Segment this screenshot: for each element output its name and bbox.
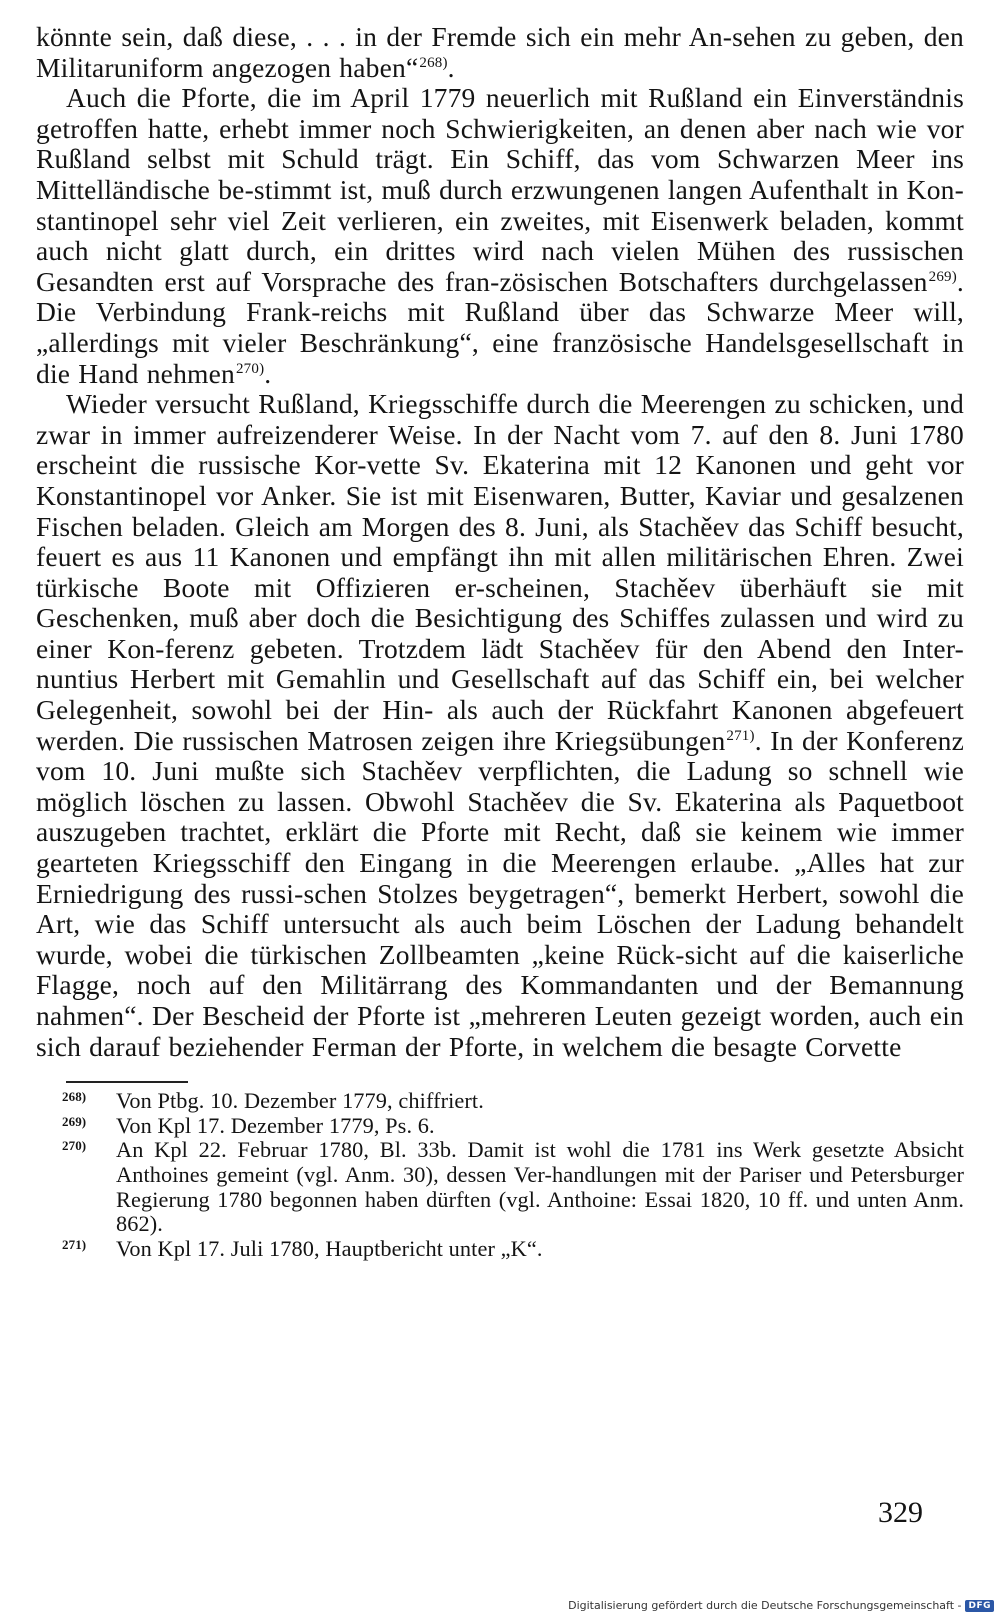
page-body (36, 22, 964, 1261)
paragraph-2-text-a: Auch die Pforte, die im April 1779 neuerlich mit Rußland ein Einverständnis getroffen hatte, erhebt immer noch Schwierigkeiten, an denen aber nach wie vor Rußland selbst mit Schuld trägt. Ein Schiff, das vom Schwarzen Meer ins Mittelländische be-stimmt ist, muß durch erzwungenen langen Aufenthalt in Kon-stantinopel sehr viel Zeit verlieren, ein zweites, mit Eisenwerk beladen, kommt auch nicht glatt durch, ein drittes wird nach vielen Mühen des russischen Gesandten erst auf Vorsprache des fran-zösischen Botschafters durchgelassen (36, 82, 964, 297)
footnote-ref-271[interactable]: 271) (726, 727, 755, 744)
footnote-divider (66, 1081, 188, 1083)
paragraph-3-text-b: . In der Konferenz vom 10. Juni mußte sich Stachěev verpflichten, die Ladung so schnell wie möglich löschen zu lassen. Obwohl Stachěev die Sv. Ekaterina als Paquetboot auszugeben trachtet, erklärt die Pforte mit Recht, daß sie keinem wie immer gearteten Kriegsschiff den Eingang in die Meerengen erlaube. „Alles hat zur Erniedrigung des russi-schen Stolzes beygetragen“, bemerkt Herbert, sowohl die Art, wie das Schiff untersucht als auch beim Löschen der Ladung behandelt wurde, wobei die türkischen Zollbeamten „keine Rück-sicht auf die kaiserliche Flagge, noch auf den Militärrang des Kommandanten und der Bemannung nahmen“. Der Bescheid der Pforte ist „mehreren Leuten gezeigt worden, auch ein sich darauf beziehender Ferman der Pforte, in welchem die besagte Corvette (36, 724, 965, 1062)
footnote-ref-270[interactable]: 270) (235, 360, 265, 377)
footnote-text: An Kpl 22. Februar 1780, Bl. 33b. Damit ist wohl die 1781 ins Werk gesetzte Absicht Anthoines gemeint (vgl. Anm. 30), dessen Ver-handlungen mit der Pariser und Petersburger Regierung 1780 begonnen haben dürften (vgl. Anthoine: Essai 1820, 10 ff. und unten Anm. 862). (116, 1137, 964, 1237)
credit-text: Digitalisierung gefördert durch die Deutsche Forschungsgemeinschaft - (568, 1599, 962, 1612)
footnote-text: Von Kpl 17. Dezember 1779, Ps. 6. (116, 1112, 435, 1138)
footnote-text: Von Ptbg. 10. Dezember 1779, chiffriert. (116, 1088, 484, 1114)
footnote-268: 268) Von Ptbg. 10. Dezember 1779, chiffriert. (62, 1088, 484, 1114)
footnote-270: 270) An Kpl 22. Februar 1780, Bl. 33b. Damit ist wohl die 1781 ins Werk gesetzte Absicht Anthoines gemeint (vgl. Anm. 30), dessen Ver-handlungen mit der Pariser und Petersburger Regierung 1780 begonnen haben dürften (vgl. Anthoine: Essai 1820, 10 ff. und unten Anm. 862). (62, 1137, 964, 1237)
footnotes (36, 1089, 964, 1261)
paragraph-2-text-b: . Die Verbindung Frank-reichs mit Rußland über das Schwarze Meer will, „allerdings mit vieler Beschränkung“, eine französische Handelsgesellschaft in die Hand nehmen (36, 265, 964, 389)
digitization-credit (568, 1599, 994, 1612)
paragraph-1-text: könnte sein, daß diese, . . . in der Fremde sich ein mehr An-sehen zu geben, den Militaruniform angezogen haben“ (36, 21, 964, 83)
page-number: 329 (878, 1496, 923, 1529)
footnote-271: 271) Von Kpl 17. Juli 1780, Hauptbericht unter „K“. (62, 1235, 543, 1261)
paragraph-2-end: . (264, 357, 272, 389)
paragraph-3-text-a: Wieder versucht Rußland, Kriegsschiffe durch die Meerengen zu schicken, und zwar in immer aufreizenderer Weise. In der Nacht vom 7. auf den 8. Juni 1780 erscheint die russische Kor-vette Sv. Ekaterina mit 12 Kanonen und geht vor Konstantinopel vor Anker. Sie ist mit Eisenwaren, Butter, Kaviar und gesalzenen Fischen beladen. Gleich am Morgen des 8. Juni, als Stachěev das Schiff besucht, feuert es aus 11 Kanonen und empfängt ihn mit allen militärischen Ehren. Zwei türkische Boote mit Offizieren er-scheinen, Stachěev überhäuft sie mit Geschenken, muß aber doch die Besichtigung des Schiffes zulassen und wird zu einer Kon-ferenz gebeten. Trotzdem lädt Stachěev für den Abend den Inter-nuntius Herbert mit Gemahlin und Gesellschaft auf das Schiff ein, bei welcher Gelegenheit, sowohl bei der Hin- als auch der Rückfahrt Kanonen abgefeuert werden. Die russischen Matrosen zeigen ihre Kriegsübungen (36, 388, 964, 756)
footnote-text: Von Kpl 17. Juli 1780, Hauptbericht unter „K“. (116, 1235, 543, 1261)
footnote-ref-268[interactable]: 268) (419, 54, 448, 71)
paragraph-2 (36, 83, 964, 389)
paragraph-3 (36, 389, 964, 1062)
paragraph-1 (36, 22, 964, 83)
footnote-269: 269) Von Kpl 17. Dezember 1779, Ps. 6. (62, 1112, 435, 1138)
dfg-logo-icon: DFG (965, 1600, 994, 1612)
paragraph-1-end: . (447, 51, 455, 83)
footnote-ref-269[interactable]: 269) (928, 268, 957, 285)
